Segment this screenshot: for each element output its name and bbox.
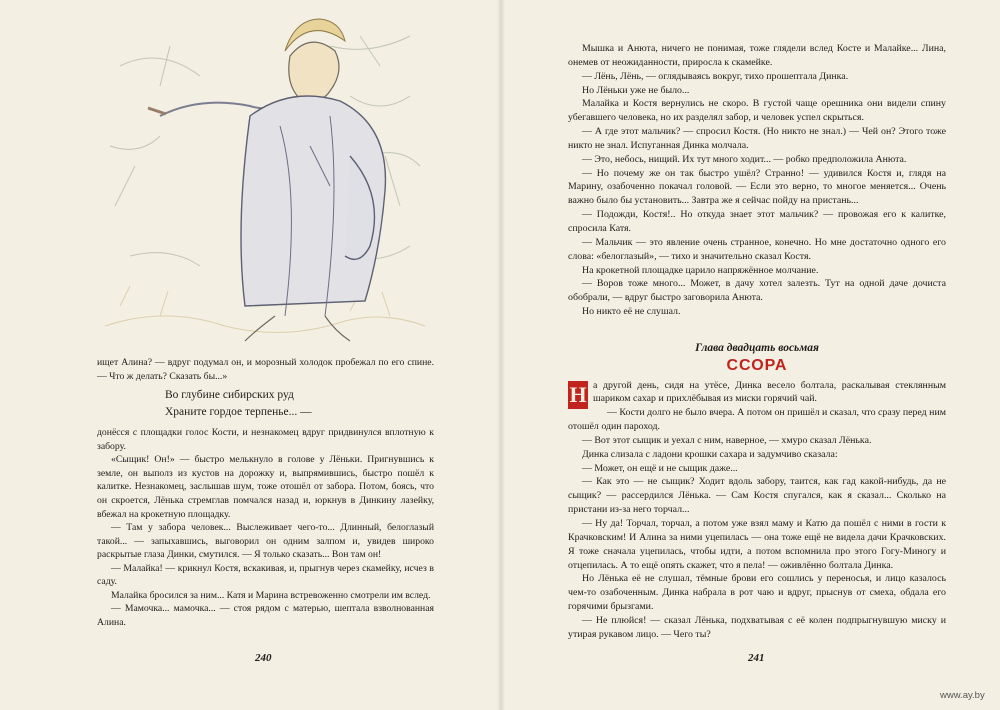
verse-block xyxy=(165,387,434,420)
paragraph: ищет Алина? — вдруг подумал он, и морозный холодок пробежал по его спине. — Что ж делать? Сказать бы...» xyxy=(97,357,434,382)
paragraph: — Подожди, Костя!.. Но откуда знает этот мальчик? — провожая его к калитке, спросила Катя. xyxy=(568,209,946,234)
right-page xyxy=(502,0,1000,710)
chapter-first-paragraph xyxy=(568,379,946,407)
paragraph: донёсся с площадки голос Кости, и незнакомец вдруг придвинулся вплотную к забору. xyxy=(97,427,434,452)
paragraph: Но Лёнька её не слушал, тёмные брови его сошлись у переносья, и лицо казалось чем-то озабоченным. Динка набрала в рот чаю и вдруг, прыснув от смеха, обдала его горячими брызгами. xyxy=(568,573,946,613)
watermark: www.ay.by xyxy=(940,690,985,701)
paragraph: Мышка и Анюта, ничего не понимая, тоже глядели вслед Косте и Малайке... Лина, онемев от неожиданности, приросла к скамейке. xyxy=(568,43,946,68)
paragraph: — Это, небось, нищий. Их тут много ходит... — робко предположила Анюта. xyxy=(582,153,907,165)
paragraph: Малайка и Костя вернулись не скоро. В густой чаще орешника они видели спину убегавшего человека, но их разделял забор, и человек успел скрыться. xyxy=(568,98,946,124)
paragraph: — Ну да! Торчал, торчал, а потом уже взял маму и Катю да пошёл с ними в гости к Крачковским! И Алина за ними уцепилась — она тоже ещё не видела дачи Крачковских. Я тоже сначала уцепилась, чтобы идти, а потом вспомнила про этого Гогу-Миногу и отцепилась. А то ещё опять скажет, что я пела! — оживлённо болтала Динка. xyxy=(568,518,946,571)
page-number: 241 xyxy=(748,652,765,664)
paragraph: — Лёнь, Лёнь, — оглядываясь вокруг, тихо прошептала Динка. xyxy=(582,70,849,82)
paragraph: — Как это — не сыщик? Ходит вдоль забору, таится, как гад какой-нибудь, да не сыщик? — рассердился Лёнька. — Сам Костя спугался, как я сказал... Сколько на пристани из-за него торчал... xyxy=(568,476,946,516)
verse-line: Храните гордое терпенье... — xyxy=(165,405,312,418)
chapter-first-text: а другой день, сидя на утёсе, Динка весело болтала, раскалывая стеклянным шариком сахар и прихлёбывая из миски горячий чай. xyxy=(593,379,946,405)
drop-cap: Н xyxy=(569,381,587,407)
paragraph: — Малайка! — крикнул Костя, вскакивая, и, прыгнув через скамейку, исчез в саду. xyxy=(97,562,434,588)
right-page-text xyxy=(568,42,946,642)
paragraph: — Мальчик — это явление очень странное, конечно. Но мне достаточно одного его слова: «белоглазый», — тихо и значительно сказал Костя. xyxy=(568,236,946,262)
paragraph: «Сыщик! Он!» — быстро мелькнуло в голове у Лёньки. Пригнувшись к земле, он выполз из кустов на дорожку и, выпрямившись, быстро пошёл к калитке. Незнакомец, заслышав шум, тоже отошёл от забора. Потом, боясь, что он скроется, Лёнька стремглав помчался назад и, юркнув в Динкину лазейку, вбежал на крокетную площадку. xyxy=(97,454,434,520)
paragraph: — Но почему же он так быстро ушёл? Странно! — удивился Костя и, глядя на Марину, озабоченно покачал головой. — Если это верно, то многое меняется... Очень важно было бы установить... Завтра же я сейчас пойду на пристань... xyxy=(568,167,946,207)
paragraph: — Не плюйся! — сказал Лёнька, подхватывая с её колен подпрыгнувшую миску и утирая рукавом лицо. — Чего ты? xyxy=(568,614,946,640)
paragraph: — Там у забора человек... Выслеживает чего-то... Длинный, белоглазый такой... — запыхавшись, выговорил он одним залпом и, увидев широко раскрытые глаза Динки, смутился. — Я только сказать... Вон там он! xyxy=(97,522,434,561)
paragraph: — Мамочка... мамочка... — стоя рядом с матерью, шептала взволнованная Алина. xyxy=(97,603,434,628)
paragraph: Но Лёньки уже не было... xyxy=(582,84,690,96)
boy-sketch-illustration xyxy=(100,6,430,346)
paragraph: Динка слизала с ладони крошки сахара и задумчиво сказала: xyxy=(582,448,838,460)
chapter-subtitle: Глава двадцать восьмая xyxy=(695,341,819,354)
paragraph: — Кости долго не было вчера. А потом он пришёл и сказал, что сразу перед ним отошёл один пароход. xyxy=(568,407,946,433)
page-number: 240 xyxy=(255,652,272,664)
paragraph: — Может, он ещё и не сыщик даже... xyxy=(582,462,738,474)
paragraph: — А где этот мальчик? — спросил Костя. (Но никто не знал.) — Чей он? Этого тоже никто не знал. Испуганная Динка молчала. xyxy=(568,126,946,151)
paragraph: — Воров тоже много... Может, в дачу хотел залезть. Тут на одной даче дочиста обобрали, — вдруг быстро заговорила Анюта. xyxy=(568,278,946,304)
paragraph: На крокетной площадке царило напряжённое молчание. xyxy=(582,264,819,276)
paragraph: — Вот этот сыщик и уехал с ним, наверное, — хмуро сказал Лёнька. xyxy=(582,434,872,446)
chapter-title: ССОРА xyxy=(726,356,788,374)
verse-line: Во глубине сибирских руд xyxy=(165,389,294,402)
paragraph: Но никто её не слушал. xyxy=(582,306,681,318)
paragraph: Малайка бросился за ним... Катя и Марина встревоженно смотрели им вслед. xyxy=(111,589,431,601)
left-page-text xyxy=(97,356,434,630)
